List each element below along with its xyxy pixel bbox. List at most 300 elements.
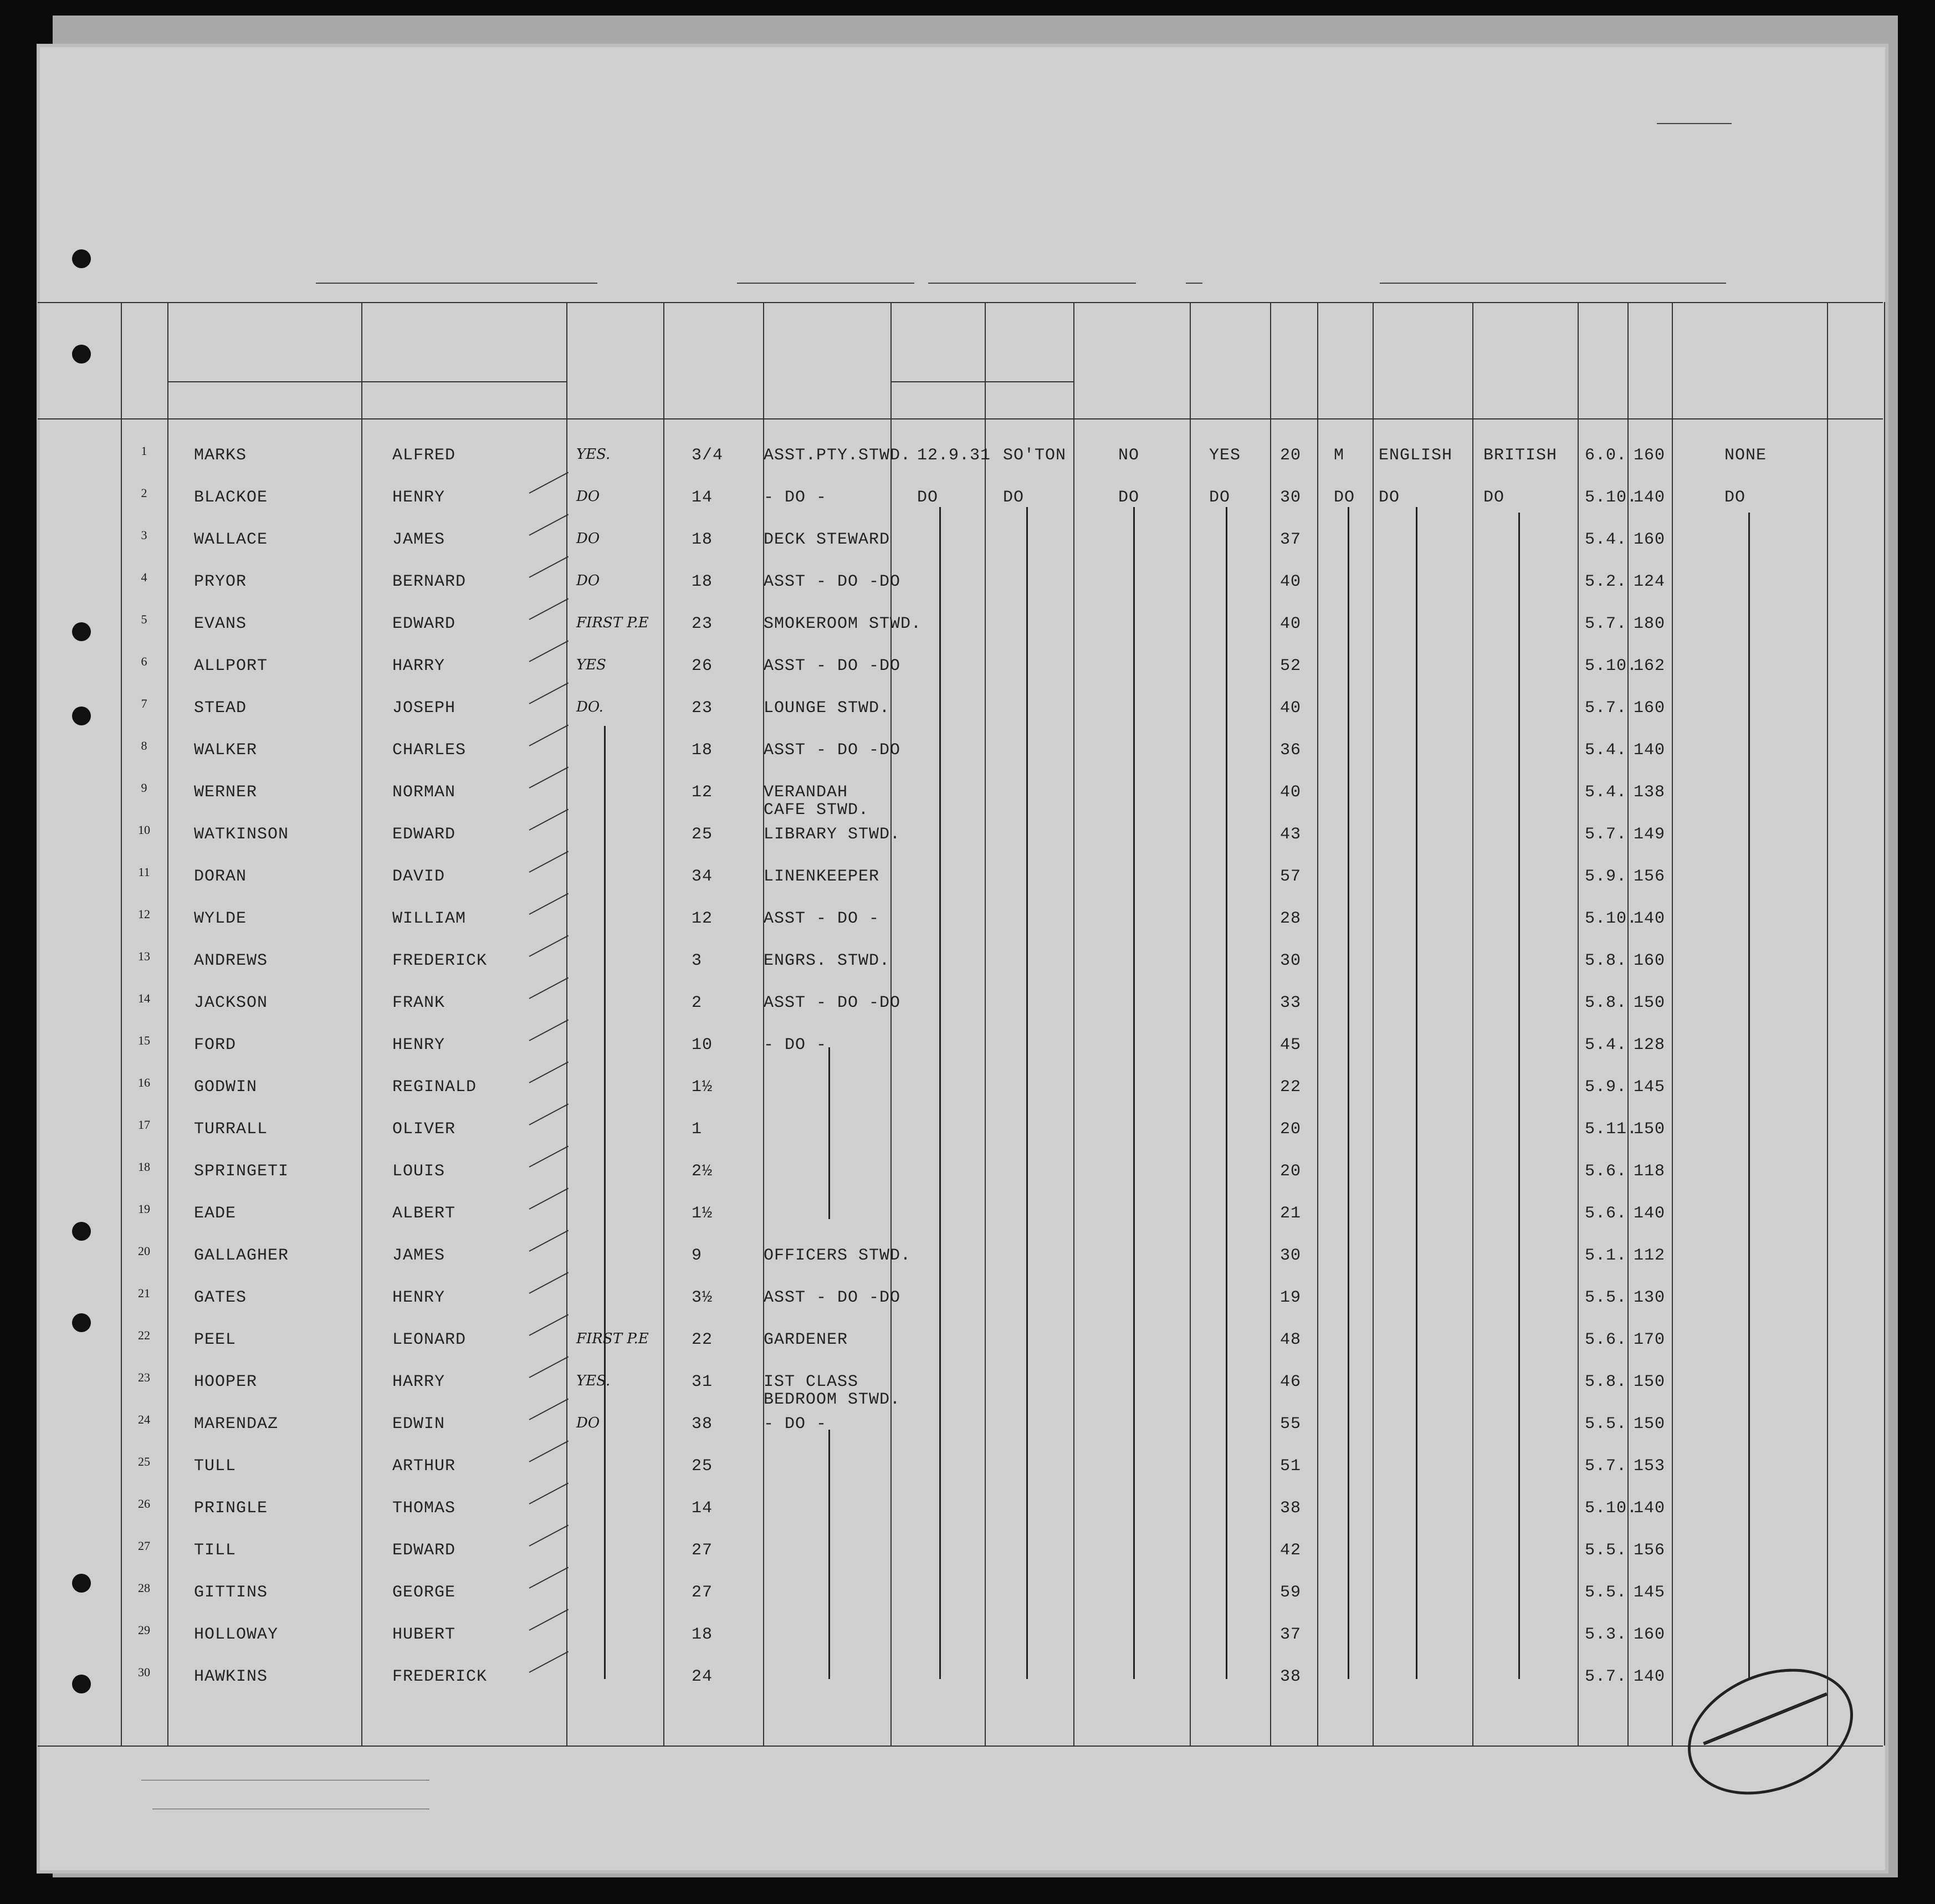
height: 5.5.	[1585, 1541, 1627, 1560]
row-number: 30	[138, 1665, 150, 1679]
weight: 180	[1634, 615, 1666, 633]
weight: 124	[1634, 572, 1666, 591]
age: 43	[1280, 825, 1302, 844]
column-divider	[1373, 302, 1374, 1746]
given-name: EDWARD	[392, 615, 456, 633]
position: GARDENER	[764, 1330, 848, 1349]
weight: 145	[1634, 1583, 1666, 1602]
given-name: LEONARD	[392, 1330, 467, 1349]
given-name: EDWARD	[392, 1541, 456, 1560]
weight: 149	[1634, 825, 1666, 844]
weight: 170	[1634, 1330, 1666, 1349]
previous-voyage: FIRST P.E	[576, 1330, 649, 1347]
service-years: 1½	[692, 1078, 713, 1097]
physical-marks: NONE	[1724, 446, 1767, 465]
position: LIBRARY STWD.	[764, 825, 901, 844]
service-years: 1	[692, 1120, 703, 1139]
service-years: 18	[692, 741, 713, 760]
age: 30	[1280, 1246, 1302, 1265]
previous-voyage: YES	[576, 657, 606, 673]
punch-hole	[72, 249, 91, 268]
given-name: LOUIS	[392, 1162, 446, 1181]
family-name: JACKSON	[194, 994, 268, 1012]
position-line-2: BEDROOM STWD.	[764, 1390, 901, 1409]
previous-voyage: DO	[576, 1415, 600, 1431]
service-years: 24	[692, 1667, 713, 1686]
age: 19	[1280, 1288, 1302, 1307]
age: 40	[1280, 572, 1302, 591]
position: LINENKEEPER	[764, 867, 880, 886]
weight: 150	[1634, 1120, 1666, 1139]
height: 5.5.	[1585, 1415, 1627, 1434]
weight: 130	[1634, 1288, 1666, 1307]
weight: 140	[1634, 1667, 1666, 1686]
age: 20	[1280, 1120, 1302, 1139]
sex: DO	[1334, 488, 1355, 507]
punch-hole	[72, 1574, 91, 1593]
weight: 160	[1634, 446, 1666, 465]
service-years: 12	[692, 783, 713, 802]
column-divider	[1884, 302, 1885, 1746]
from-port-underline	[1380, 283, 1726, 284]
given-name: FREDERICK	[392, 951, 488, 970]
given-name: HARRY	[392, 657, 446, 675]
weight: 140	[1634, 909, 1666, 928]
row-number: 27	[138, 1539, 150, 1553]
height: 5.5.	[1585, 1288, 1627, 1307]
family-name: TURRALL	[194, 1120, 268, 1139]
age: 33	[1280, 994, 1302, 1012]
position: - DO -	[764, 1415, 827, 1434]
family-name: WALLACE	[194, 530, 268, 549]
shipped-when: DO	[917, 488, 939, 507]
age: 37	[1280, 530, 1302, 549]
height: 5.6.	[1585, 1330, 1627, 1349]
height: 6.0.	[1585, 446, 1627, 465]
weight: 140	[1634, 488, 1666, 507]
weight: 128	[1634, 1036, 1666, 1055]
family-name: FORD	[194, 1036, 237, 1055]
position: - DO -	[764, 1036, 827, 1055]
weight: 140	[1634, 741, 1666, 760]
given-name: NORMAN	[392, 783, 456, 802]
age: 52	[1280, 657, 1302, 675]
family-name: TULL	[194, 1457, 237, 1476]
family-name: ANDREWS	[194, 951, 268, 970]
service-years: 12	[692, 909, 713, 928]
height: 5.6.	[1585, 1204, 1627, 1223]
age: 59	[1280, 1583, 1302, 1602]
ditto-line	[828, 1430, 830, 1679]
service-years: 2	[692, 994, 703, 1012]
ditto-line	[939, 507, 941, 1679]
service-years: 3½	[692, 1288, 713, 1307]
weight: 160	[1634, 951, 1666, 970]
position: SMOKEROOM STWD.	[764, 615, 922, 633]
age: 30	[1280, 951, 1302, 970]
family-name: SPRINGETI	[194, 1162, 289, 1181]
height: 5.9.	[1585, 1078, 1627, 1097]
physical-marks: DO	[1724, 488, 1746, 507]
row-number: 9	[141, 781, 147, 795]
weight: 118	[1634, 1162, 1666, 1181]
column-divider	[167, 302, 168, 1746]
given-name: FREDERICK	[392, 1667, 488, 1686]
punch-hole	[72, 1222, 91, 1241]
age: 46	[1280, 1373, 1302, 1391]
given-name: FRANK	[392, 994, 446, 1012]
date-underline	[928, 283, 1136, 284]
race: DO	[1379, 488, 1400, 507]
given-name: DAVID	[392, 867, 446, 886]
position: - DO -	[764, 488, 827, 507]
position: ASST - DO -DO	[764, 994, 901, 1012]
height: 5.1.	[1585, 1246, 1627, 1265]
row-number: 15	[138, 1033, 150, 1047]
punch-hole	[72, 707, 91, 725]
ditto-line	[1348, 507, 1349, 1679]
nationality: DO	[1483, 488, 1505, 507]
weight: 150	[1634, 1415, 1666, 1434]
column-divider	[1672, 302, 1673, 1746]
height: 5.4.	[1585, 1036, 1627, 1055]
able-to-read: YES	[1209, 446, 1241, 465]
punch-hole	[72, 622, 91, 641]
row-number: 2	[141, 486, 147, 500]
position: ASST - DO -DO	[764, 741, 901, 760]
ditto-line	[604, 726, 606, 1679]
weight: 156	[1634, 867, 1666, 886]
weight: 145	[1634, 1078, 1666, 1097]
given-name: HENRY	[392, 488, 446, 507]
service-years: 10	[692, 1036, 713, 1055]
row-number: 21	[138, 1286, 150, 1300]
service-years: 34	[692, 867, 713, 886]
age: 48	[1280, 1330, 1302, 1349]
given-name: ARTHUR	[392, 1457, 456, 1476]
age: 55	[1280, 1415, 1302, 1434]
weight: 153	[1634, 1457, 1666, 1476]
column-divider	[1578, 302, 1579, 1746]
height: 5.10.	[1585, 1499, 1638, 1518]
age: 51	[1280, 1457, 1302, 1476]
table-bottom-rule	[38, 1746, 1883, 1747]
row-number: 1	[141, 444, 147, 458]
age: 20	[1280, 446, 1302, 465]
given-name: HENRY	[392, 1036, 446, 1055]
race: ENGLISH	[1379, 446, 1453, 465]
family-name: EADE	[194, 1204, 237, 1223]
vessel-underline	[316, 283, 597, 284]
given-name: HUBERT	[392, 1625, 456, 1644]
family-name: TILL	[194, 1541, 237, 1560]
given-name: BERNARD	[392, 572, 467, 591]
height: 5.3.	[1585, 1625, 1627, 1644]
row-number: 22	[138, 1328, 150, 1342]
column-divider	[985, 302, 986, 1746]
service-years: 38	[692, 1415, 713, 1434]
height: 5.7.	[1585, 825, 1627, 844]
row-number: 4	[141, 570, 147, 584]
row-number: 19	[138, 1202, 150, 1216]
given-name: JOSEPH	[392, 699, 456, 718]
height: 5.8.	[1585, 1373, 1627, 1391]
nationality: BRITISH	[1483, 446, 1558, 465]
family-name: PRINGLE	[194, 1499, 268, 1518]
column-divider	[1827, 302, 1828, 1746]
position-line-2: CAFE STWD.	[764, 801, 869, 820]
row-number: 26	[138, 1497, 150, 1511]
position: ASST.PTY.STWD.	[764, 446, 912, 465]
family-name: PEEL	[194, 1330, 237, 1349]
given-name: EDWIN	[392, 1415, 446, 1434]
position: IST CLASS	[764, 1373, 859, 1391]
position: DECK STEWARD	[764, 530, 890, 549]
height: 5.7.	[1585, 1457, 1627, 1476]
row-number: 13	[138, 949, 150, 963]
age: 40	[1280, 699, 1302, 718]
position: OFFICERS STWD.	[764, 1246, 912, 1265]
column-divider	[1270, 302, 1271, 1746]
height: 5.5.	[1585, 1583, 1627, 1602]
column-divider	[890, 302, 892, 1746]
header-bottom-rule	[38, 418, 1883, 419]
row-number: 12	[138, 907, 150, 921]
row-number: 23	[138, 1370, 150, 1384]
family-name: ALLPORT	[194, 657, 268, 675]
row-number: 29	[138, 1623, 150, 1637]
row-number: 28	[138, 1581, 150, 1595]
service-years: 18	[692, 530, 713, 549]
height: 5.10.	[1585, 488, 1638, 507]
service-years: 22	[692, 1330, 713, 1349]
ditto-line	[1133, 507, 1135, 1679]
age: 21	[1280, 1204, 1302, 1223]
paid-off: DO	[1118, 488, 1140, 507]
row-number: 3	[141, 528, 147, 542]
height: 5.4.	[1585, 783, 1627, 802]
family-name: WALKER	[194, 741, 258, 760]
height: 5.4.	[1585, 741, 1627, 760]
given-name: JAMES	[392, 530, 446, 549]
ditto-line	[828, 1047, 830, 1219]
family-name: STEAD	[194, 699, 247, 718]
service-years: 26	[692, 657, 713, 675]
weight: 160	[1634, 699, 1666, 718]
ditto-line	[1748, 513, 1750, 1679]
previous-voyage: FIRST P.E	[576, 615, 649, 631]
given-name: GEORGE	[392, 1583, 456, 1602]
column-divider	[1472, 302, 1473, 1746]
table-top-rule	[38, 302, 1883, 303]
height: 5.7.	[1585, 699, 1627, 718]
sex: M	[1334, 446, 1345, 465]
position: ASST - DO -DO	[764, 657, 901, 675]
row-number: 8	[141, 739, 147, 753]
weight: 156	[1634, 1541, 1666, 1560]
row-number: 6	[141, 654, 147, 668]
height: 5.10.	[1585, 909, 1638, 928]
column-divider	[361, 302, 362, 1746]
height: 5.2.	[1585, 572, 1627, 591]
age: 40	[1280, 615, 1302, 633]
family-name: MARKS	[194, 446, 247, 465]
year-underline	[1186, 283, 1202, 284]
family-name: HOLLOWAY	[194, 1625, 279, 1644]
previous-voyage: DO	[576, 572, 600, 589]
service-years: 3	[692, 951, 703, 970]
age: 38	[1280, 1499, 1302, 1518]
family-name: PRYOR	[194, 572, 247, 591]
given-name: HENRY	[392, 1288, 446, 1307]
age: 40	[1280, 783, 1302, 802]
given-name: JAMES	[392, 1246, 446, 1265]
column-divider	[663, 302, 664, 1746]
family-name: EVANS	[194, 615, 247, 633]
weight: 160	[1634, 1625, 1666, 1644]
row-number: 14	[138, 991, 150, 1005]
service-years: 27	[692, 1541, 713, 1560]
position: ASST - DO -DO	[764, 1288, 901, 1307]
service-years: 9	[692, 1246, 703, 1265]
column-divider	[1073, 302, 1074, 1746]
shipped-when: 12.9.31	[917, 446, 991, 465]
service-years: 14	[692, 488, 713, 507]
given-name: CHARLES	[392, 741, 467, 760]
family-name: HOOPER	[194, 1373, 258, 1391]
service-years: 14	[692, 1499, 713, 1518]
service-years: 18	[692, 572, 713, 591]
row-number: 11	[138, 865, 150, 879]
given-name: REGINALD	[392, 1078, 477, 1097]
ditto-line	[1226, 507, 1227, 1679]
position: VERANDAH	[764, 783, 848, 802]
weight: 150	[1634, 1373, 1666, 1391]
row-number: 20	[138, 1244, 150, 1258]
family-name: BLACKOE	[194, 488, 268, 507]
sheet-no-underline	[1657, 123, 1732, 124]
age: 20	[1280, 1162, 1302, 1181]
punch-hole	[72, 345, 91, 364]
port-underline	[737, 283, 914, 284]
family-name: GODWIN	[194, 1078, 258, 1097]
shipped-where: SO'TON	[1003, 446, 1067, 465]
row-number: 10	[138, 823, 150, 837]
position: LOUNGE STWD.	[764, 699, 890, 718]
given-name: ALFRED	[392, 446, 456, 465]
age: 42	[1280, 1541, 1302, 1560]
height: 5.7.	[1585, 615, 1627, 633]
service-years: 3/4	[692, 446, 724, 465]
height: 5.4.	[1585, 530, 1627, 549]
age: 36	[1280, 741, 1302, 760]
family-name: MARENDAZ	[194, 1415, 279, 1434]
weight: 140	[1634, 1204, 1666, 1223]
height: 5.10.	[1585, 657, 1638, 675]
weight: 162	[1634, 657, 1666, 675]
row-number: 7	[141, 697, 147, 710]
row-number: 5	[141, 612, 147, 626]
service-years: 31	[692, 1373, 713, 1391]
service-years: 23	[692, 615, 713, 633]
previous-voyage: YES.	[576, 1373, 611, 1389]
column-divider	[566, 302, 567, 1746]
service-years: 2½	[692, 1162, 713, 1181]
position: ASST - DO -	[764, 909, 880, 928]
family-name: GITTINS	[194, 1583, 268, 1602]
family-name: GALLAGHER	[194, 1246, 289, 1265]
age: 30	[1280, 488, 1302, 507]
height: 5.9.	[1585, 867, 1627, 886]
name-subheader-rule	[167, 381, 566, 382]
age: 57	[1280, 867, 1302, 886]
height: 5.8.	[1585, 951, 1627, 970]
previous-voyage: DO	[576, 488, 600, 505]
column-divider	[121, 302, 122, 1746]
row-number: 24	[138, 1412, 150, 1426]
weight: 140	[1634, 1499, 1666, 1518]
punch-hole	[72, 1313, 91, 1332]
previous-voyage: YES.	[576, 446, 611, 463]
family-name: GATES	[194, 1288, 247, 1307]
weight: 112	[1634, 1246, 1666, 1265]
previous-voyage: DO.	[576, 699, 603, 715]
family-name: WYLDE	[194, 909, 247, 928]
given-name: EDWARD	[392, 825, 456, 844]
given-name: ALBERT	[392, 1204, 456, 1223]
row-number: 16	[138, 1076, 150, 1089]
previous-voyage: DO	[576, 530, 600, 547]
given-name: WILLIAM	[392, 909, 467, 928]
punch-hole	[72, 1675, 91, 1693]
family-name: WERNER	[194, 783, 258, 802]
service-years: 25	[692, 1457, 713, 1476]
service-years: 25	[692, 825, 713, 844]
weight: 150	[1634, 994, 1666, 1012]
row-number: 25	[138, 1455, 150, 1468]
weight: 138	[1634, 783, 1666, 802]
age: 37	[1280, 1625, 1302, 1644]
column-divider	[763, 302, 764, 1746]
row-number: 18	[138, 1160, 150, 1174]
given-name: THOMAS	[392, 1499, 456, 1518]
given-name: OLIVER	[392, 1120, 456, 1139]
service-years: 23	[692, 699, 713, 718]
family-name: DORAN	[194, 867, 247, 886]
service-years: 27	[692, 1583, 713, 1602]
age: 28	[1280, 909, 1302, 928]
service-years: 1½	[692, 1204, 713, 1223]
column-divider	[1190, 302, 1191, 1746]
shipped-where: DO	[1003, 488, 1025, 507]
able-to-read: DO	[1209, 488, 1231, 507]
position: ENGRS. STWD.	[764, 951, 890, 970]
stamp-date	[1703, 1692, 1828, 1745]
service-years: 18	[692, 1625, 713, 1644]
height: 5.6.	[1585, 1162, 1627, 1181]
height: 5.8.	[1585, 994, 1627, 1012]
age: 38	[1280, 1667, 1302, 1686]
family-name: WATKINSON	[194, 825, 289, 844]
age: 22	[1280, 1078, 1302, 1097]
height: 5.11.	[1585, 1120, 1638, 1139]
ditto-line	[1416, 507, 1417, 1679]
row-number: 17	[138, 1118, 150, 1132]
paid-off: NO	[1118, 446, 1140, 465]
position: ASST - DO -DO	[764, 572, 901, 591]
column-divider	[1317, 302, 1318, 1746]
height: 5.7.	[1585, 1667, 1627, 1686]
